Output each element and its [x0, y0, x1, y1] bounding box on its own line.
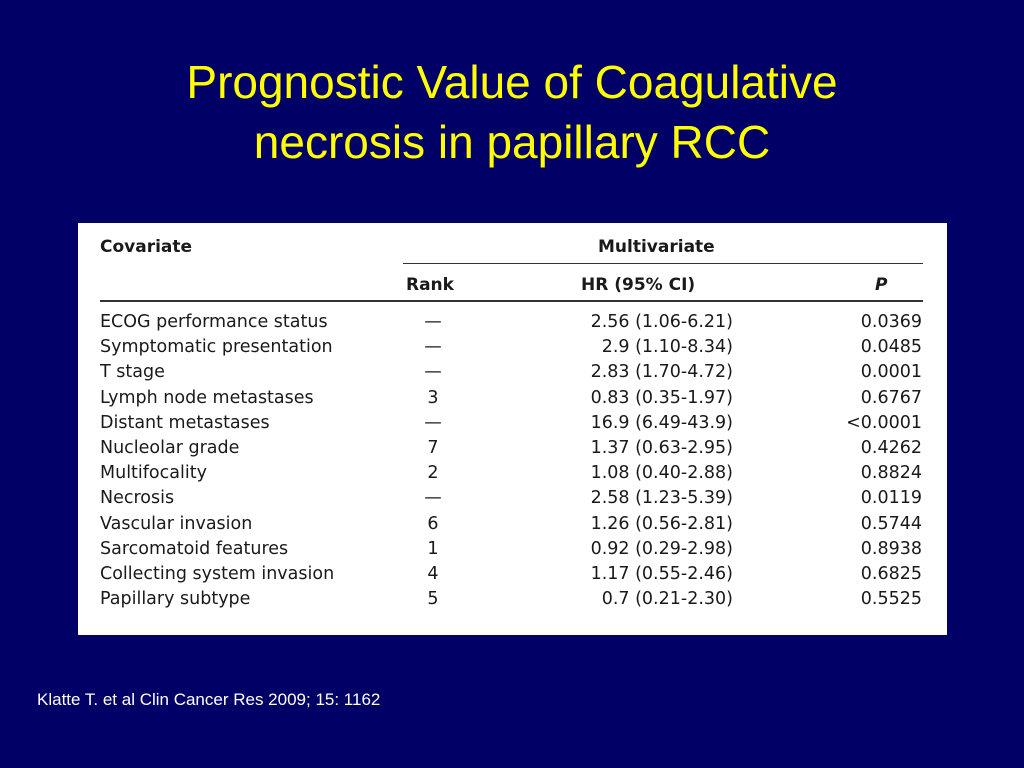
rank-cell: — — [424, 362, 442, 383]
hr-cell: 1.08 (0.40-2.88) — [590, 463, 733, 484]
p-cell: 0.0369 — [860, 312, 922, 332]
p-cell: 0.0485 — [860, 337, 922, 358]
p-cell: 0.6825 — [860, 563, 922, 584]
covariate-cell: Multifocality — [100, 463, 207, 484]
results-table — [78, 223, 947, 635]
table-row — [78, 539, 947, 564]
p-cell: 0.0001 — [860, 362, 922, 383]
table-row — [78, 514, 947, 539]
rank-cell: 4 — [427, 563, 439, 584]
slide-title — [0, 52, 1024, 172]
citation: Klatte T. et al Clin Cancer Res 2009; 15: 1162 — [37, 690, 381, 709]
p-cell: 0.5525 — [860, 589, 922, 610]
rank-cell: — — [424, 312, 442, 332]
rank-cell: 7 — [427, 437, 439, 458]
covariate-cell: Sarcomatoid features — [100, 538, 289, 559]
rank-cell: — — [424, 337, 442, 358]
hr-cell: 1.37 (0.63-2.95) — [590, 437, 733, 458]
p-cell: 0.0119 — [860, 488, 922, 509]
covariate-cell: T stage — [100, 362, 165, 383]
rank-cell: 6 — [427, 513, 439, 534]
table-row — [78, 488, 947, 513]
table-row — [78, 463, 947, 488]
table-row — [78, 589, 947, 614]
hr-header: HR (95% CI) — [581, 275, 696, 295]
hr-cell: 0.7 (0.21-2.30) — [601, 589, 733, 610]
p-cell: 0.8824 — [860, 463, 922, 484]
hr-cell: 1.26 (0.56-2.81) — [590, 513, 733, 534]
hr-cell: 2.58 (1.23-5.39) — [590, 488, 733, 509]
multivariate-header: Multivariate — [598, 237, 715, 257]
hr-cell: 1.17 (0.55-2.46) — [590, 563, 733, 584]
p-cell: 0.8938 — [860, 538, 922, 559]
hr-cell: 16.9 (6.49-43.9) — [590, 412, 733, 433]
hr-cell: 0.83 (0.35-1.97) — [590, 387, 733, 408]
hr-cell: 2.83 (1.70-4.72) — [590, 362, 733, 383]
slide-title-line-2: necrosis in papillary RCC — [253, 116, 771, 168]
table-row — [78, 337, 947, 362]
table-row — [78, 388, 947, 413]
covariate-header: Covariate — [100, 237, 193, 257]
table-body — [78, 312, 947, 614]
covariate-cell: Papillary subtype — [100, 589, 251, 610]
covariate-cell: Vascular invasion — [100, 513, 253, 534]
slide-title-line-1: Prognostic Value of Coagulative — [186, 56, 838, 108]
rank-cell: — — [424, 412, 442, 433]
rank-cell: 2 — [427, 463, 439, 484]
covariate-cell: Nucleolar grade — [100, 437, 240, 458]
table-row — [78, 362, 947, 387]
header-rule — [100, 300, 923, 302]
multivariate-rule — [403, 263, 923, 264]
table-row — [78, 564, 947, 589]
covariate-cell: Lymph node metastases — [100, 387, 314, 408]
covariate-cell: ECOG performance status — [100, 312, 328, 332]
hr-cell: 2.9 (1.10-8.34) — [601, 337, 733, 358]
covariate-cell: Distant metastases — [100, 412, 270, 433]
rank-header: Rank — [406, 275, 454, 295]
hr-cell: 0.92 (0.29-2.98) — [590, 538, 733, 559]
rank-cell: — — [424, 488, 442, 509]
covariate-cell: Symptomatic presentation — [100, 337, 333, 358]
hr-cell: 2.56 (1.06-6.21) — [590, 312, 733, 332]
p-cell: <0.0001 — [846, 412, 922, 433]
covariate-cell: Collecting system invasion — [100, 563, 335, 584]
table-row — [78, 413, 947, 438]
p-cell: 0.5744 — [860, 513, 922, 534]
p-cell: 0.6767 — [860, 387, 922, 408]
covariate-cell: Necrosis — [100, 488, 175, 509]
rank-cell: 5 — [427, 589, 439, 610]
table-row — [78, 438, 947, 463]
rank-cell: 1 — [427, 538, 439, 559]
table-row — [78, 312, 947, 337]
p-header: P — [875, 275, 888, 295]
rank-cell: 3 — [427, 387, 439, 408]
p-cell: 0.4262 — [860, 437, 922, 458]
